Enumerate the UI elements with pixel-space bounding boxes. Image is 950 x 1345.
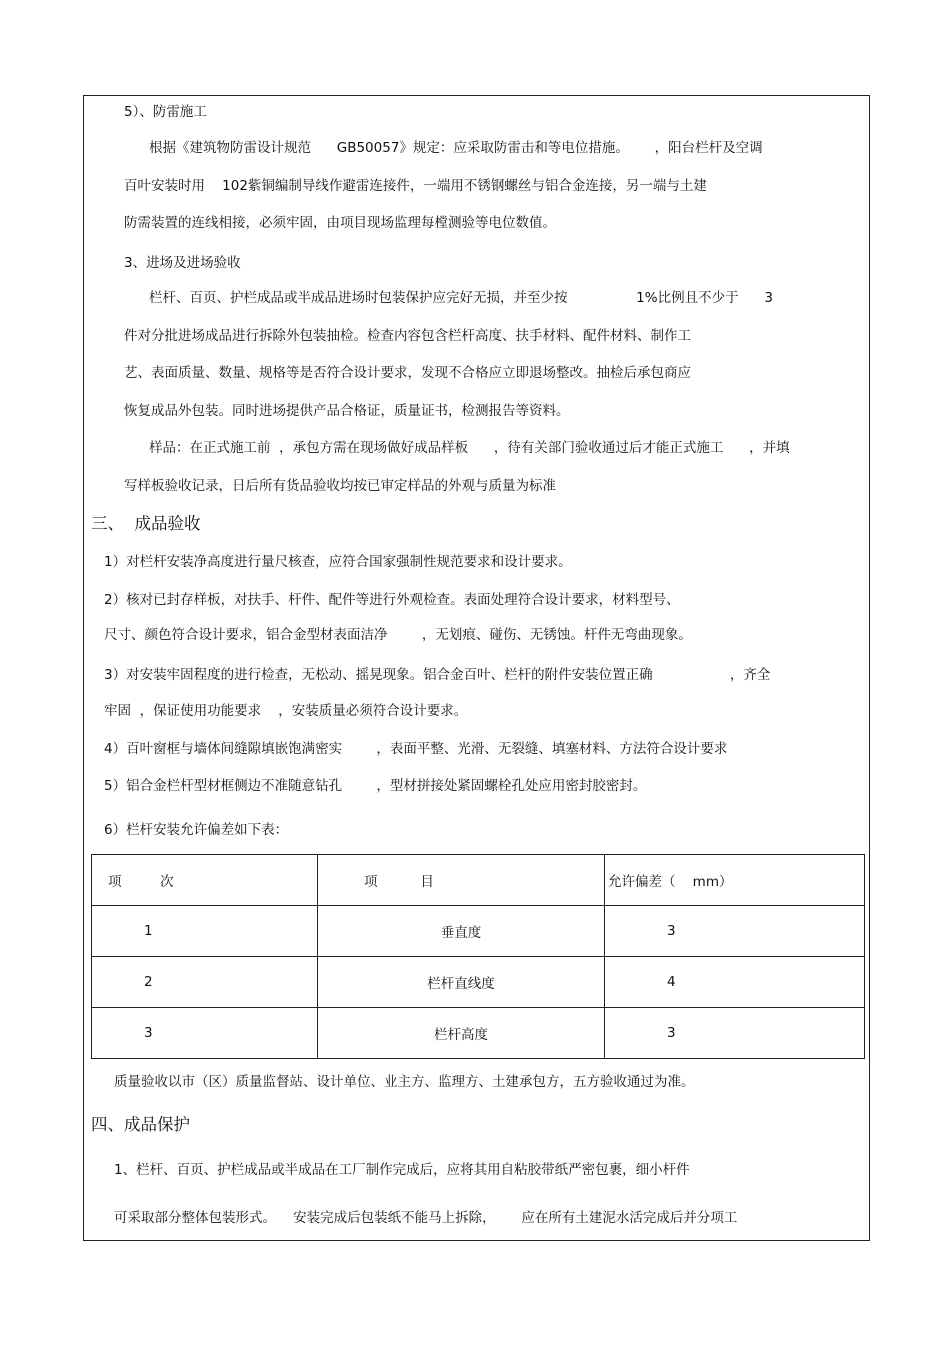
paragraph-line: 件对分批进场成品进行拆除外包装抽检。检查内容包含栏杆高度、扶手材料、配件材料、制作工	[124, 328, 691, 344]
paragraph-line: 栏杆、百页、护栏成品或半成品进场时包装保护应完好无损，并至少按 1%比例且不少于 3	[149, 290, 773, 306]
table-row	[92, 957, 865, 1008]
deviation-table	[91, 854, 865, 1059]
table-cell: 垂直度	[318, 906, 605, 957]
table-cell: 1	[92, 906, 318, 957]
paragraph-line: 恢复成品外包装。同时进场提供产品合格证，质量证书，检测报告等资料。	[124, 403, 570, 419]
table-cell: 3	[605, 1008, 865, 1059]
list-item: 1、栏杆、百页、护栏成品或半成品在工厂制作完成后，应将其用自粘胶带纸严密包裹，细小杆件	[114, 1162, 690, 1178]
list-item: 尺寸、颜色符合设计要求，铝合金型材表面洁净 ，无划痕、碰伤、无锈蚀。杆件无弯曲现象。	[104, 627, 692, 643]
list-item: 1）对栏杆安装净高度进行量尺核查，应符合国家强制性规范要求和设计要求。	[104, 554, 572, 570]
table-cell: 2	[92, 957, 318, 1008]
table-header-cell: 项 次	[92, 855, 318, 906]
section-title-protection: 四、成品保护	[91, 1115, 190, 1134]
paragraph-line: 根据《建筑物防雷设计规范 GB50057》规定：应采取防雷击和等电位措施。 ，阳台栏杆及空调	[149, 140, 763, 156]
paragraph-line: 样品：在正式施工前 ，承包方需在现场做好成品样板 ，待有关部门验收通过后才能正式施工 ，并填	[149, 440, 790, 456]
table-cell: 栏杆高度	[318, 1008, 605, 1059]
heading-lightning: 5）、防雷施工	[124, 104, 207, 120]
list-item: 4）百叶窗框与墙体间缝隙填嵌饱满密实 ，表面平整、光滑、无裂缝、填塞材料、方法符合设计要求	[104, 741, 728, 757]
table-header-cell: 项 目	[318, 855, 605, 906]
table-header-cell: 允许偏差（ mm）	[605, 855, 865, 906]
list-item: 6）栏杆安装允许偏差如下表：	[104, 822, 289, 838]
paragraph-line: 百叶安装时用 102紫铜编制导线作避雷连接件，一端用不锈钢螺丝与铝合金连接，另一端与土建	[124, 178, 707, 194]
table-row	[92, 1008, 865, 1059]
list-item: 可采取部分整体包装形式。 安装完成后包装纸不能马上拆除， 应在所有土建泥水活完成后并分项工	[114, 1210, 738, 1226]
paragraph-line: 防需装置的连线相接，必须牢固，由项目现场监理每樘测验等电位数值。	[124, 215, 556, 231]
paragraph-line: 写样板验收记录，日后所有货品验收均按已审定样品的外观与质量为标准	[124, 478, 556, 494]
list-item: 3）对安装牢固程度的进行检查，无松动、摇晃现象。铝合金百叶、栏杆的附件安装位置正确 ，齐全	[104, 667, 771, 683]
table-cell: 4	[605, 957, 865, 1008]
list-item: 牢固 ，保证使用功能要求 ，安装质量必须符合设计要求。	[104, 703, 468, 719]
table-cell: 栏杆直线度	[318, 957, 605, 1008]
table-cell: 3	[605, 906, 865, 957]
table-row	[92, 906, 865, 957]
section-title-acceptance: 三、 成品验收	[91, 514, 201, 533]
heading-entry-inspection: 3、进场及进场验收	[124, 255, 241, 271]
table-cell: 3	[92, 1008, 318, 1059]
list-item: 2）核对已封存样板，对扶手、杆件、配件等进行外观检查。表面处理符合设计要求，材料型号、	[104, 592, 680, 608]
list-item: 5）铝合金栏杆型材框侧边不准随意钻孔 ，型材拼接处紧固螺栓孔处应用密封胶密封。	[104, 778, 647, 794]
table-header-row	[92, 855, 865, 906]
acceptance-note: 质量验收以市（区）质量监督站、设计单位、业主方、监理方、土建承包方，五方验收通过为准。	[114, 1074, 695, 1090]
paragraph-line: 艺、表面质量、数量、规格等是否符合设计要求，发现不合格应立即退场整改。抽检后承包商应	[124, 365, 691, 381]
